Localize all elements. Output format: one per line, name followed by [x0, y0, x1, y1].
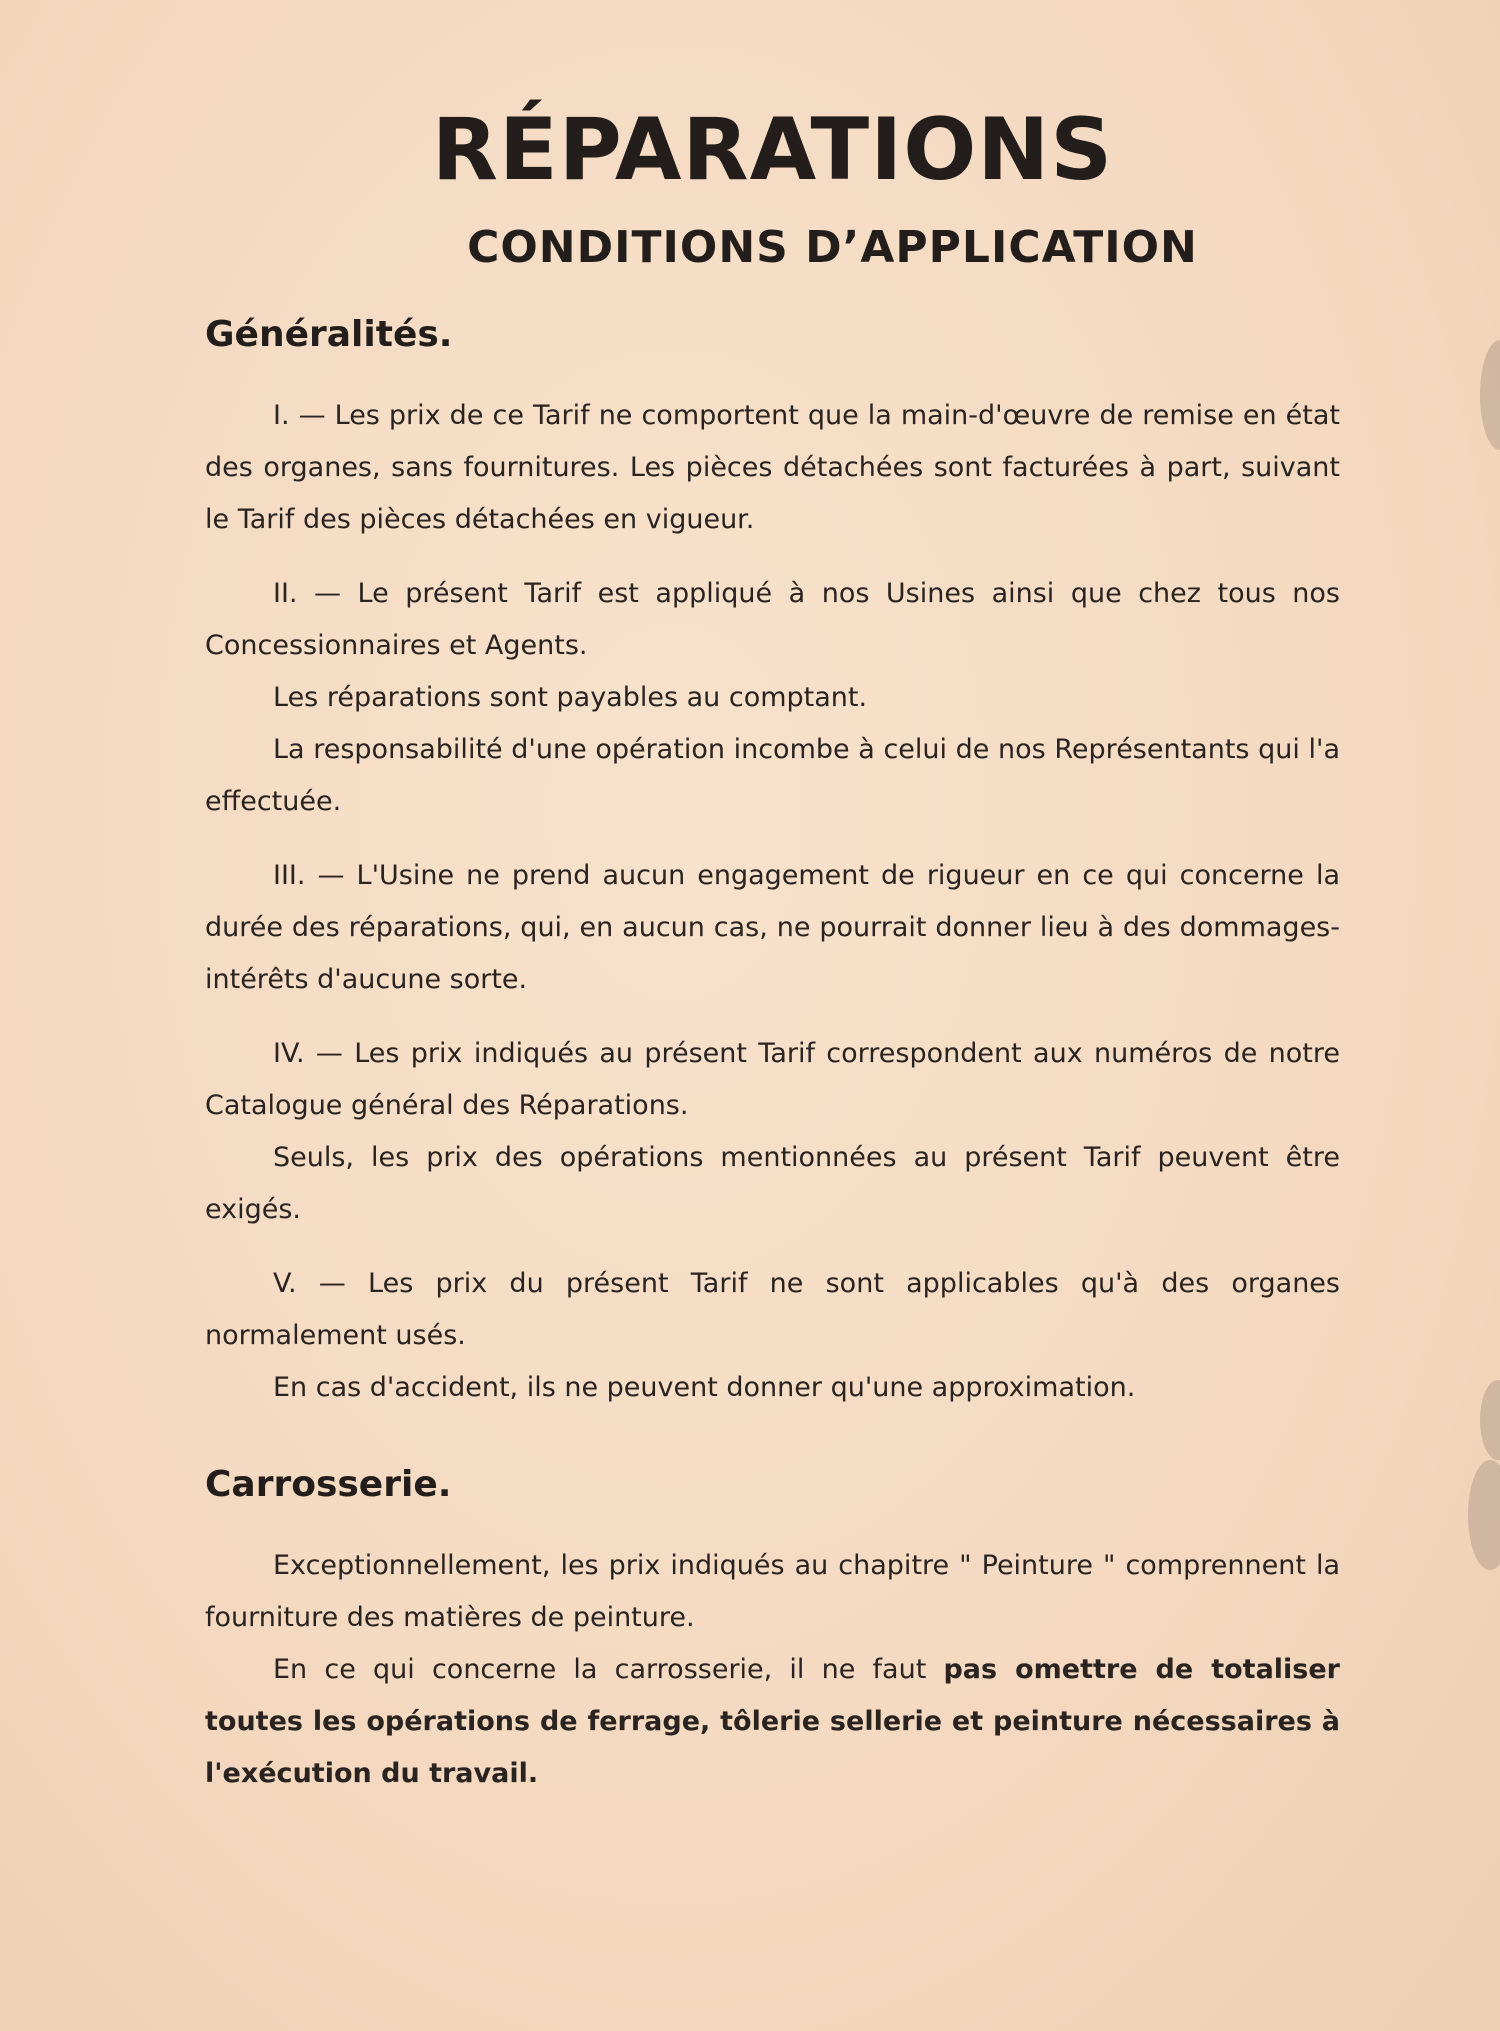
paragraph-responsibility: La responsabilité d'une opération incombe à celui de nos Représentants qui l'a effectuée.: [205, 734, 1340, 817]
note-bold-text: pas omettre de totaliser toutes les opérations de ferrage, tôlerie sellerie et peinture nécessaires à l'exécution du travail.: [205, 1654, 1340, 1789]
section-heading-generalites: Généralités.: [205, 314, 453, 355]
paragraph-peinture: Exceptionnellement, les prix indiqués au chapitre " Peinture " comprennent la fourniture des matières de peinture.: [205, 1550, 1340, 1633]
paper-stain-2: [1480, 1380, 1500, 1460]
paper-stain-3: [1468, 1460, 1500, 1570]
paragraph-prices-required: Seuls, les prix des opérations mentionnées au présent Tarif peuvent être exigés.: [205, 1142, 1340, 1225]
paper-stain-1: [1480, 340, 1500, 450]
paragraph-article-5: V. — Les prix du présent Tarif ne sont applicables qu'à des organes normalement usés.: [205, 1268, 1340, 1351]
paragraph-accident: En cas d'accident, ils ne peuvent donner qu'une approximation.: [273, 1372, 1136, 1403]
paragraph-article-2: II. — Le présent Tarif est appliqué à nos Usines ainsi que chez tous nos Concessionnaires et Agents.: [205, 578, 1340, 661]
paragraph-payment: Les réparations sont payables au comptant.: [273, 682, 868, 713]
paragraph-article-1: I. — Les prix de ce Tarif ne comportent que la main-d'œuvre de remise en état des organes, sans fournitures. Les pièces détachées sont facturées à part, suivant le Tarif des pièces détachées en vigueur.: [205, 400, 1340, 535]
paragraph-article-4: IV. — Les prix indiqués au présent Tarif correspondent aux numéros de notre Catalogue général des Réparations.: [205, 1038, 1340, 1121]
document-body: [205, 100, 1340, 1800]
document-title: RÉPARATIONS: [431, 100, 1114, 200]
section-generalites: [205, 390, 1340, 1414]
note-normal-text: En ce qui concerne la carrosserie, il ne faut: [273, 1654, 944, 1685]
paragraph-article-3: III. — L'Usine ne prend aucun engagement de rigueur en ce qui concerne la durée des réparations, qui, en aucun cas, ne pourrait donner lieu à des dommages-intérêts d'aucune sorte.: [205, 860, 1340, 995]
section-heading-carrosserie: Carrosserie.: [205, 1464, 452, 1505]
document-subtitle: CONDITIONS D’APPLICATION: [467, 222, 1198, 273]
section-carrosserie: [205, 1540, 1340, 1800]
paragraph-carrosserie-note: [205, 1644, 1340, 1800]
